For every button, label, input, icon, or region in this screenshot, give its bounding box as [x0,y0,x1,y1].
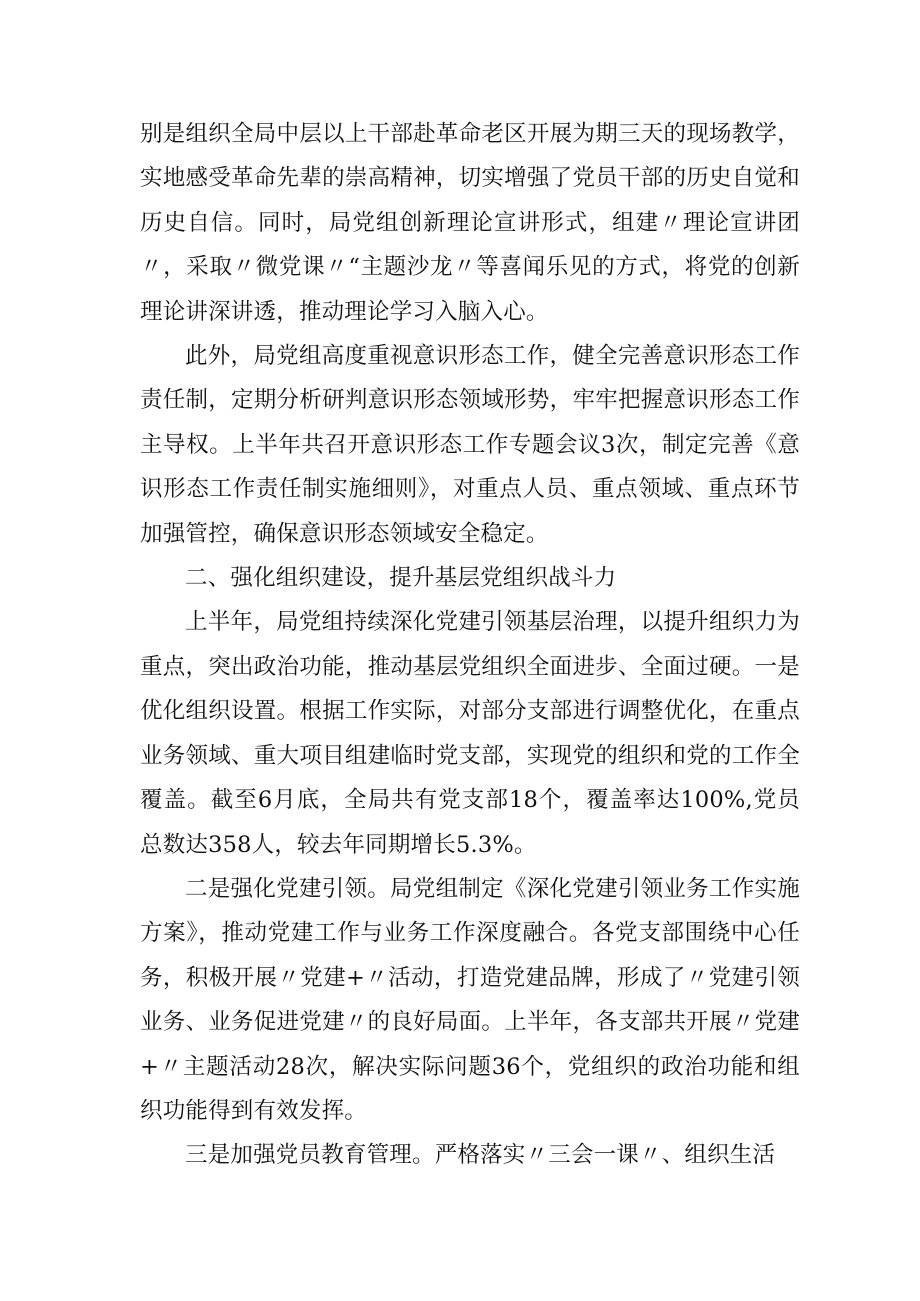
paragraph-organization-setup: 上半年，局党组持续深化党建引领基层治理，以提升组织力为重点，突出政治功能，推动基层党组织全面进步、全面过硬。一是优化组织设置。根据工作实际，对部分支部进行调整优化，在重点业务领域、重大项目组建临时党支部，实现党的组织和党的工作全覆盖。截至6月底，全局共有党支部18个，覆盖率达100%,党员总数达358人，较去年同期增长5.3%。 [140,609,800,858]
paragraph-party-leadership: 二是强化党建引领。局党组制定《深化党建引领业务工作实施方案》，推动党建工作与业务工作深度融合。各党支部围绕中心任务，积极开展〃党建+〃活动，打造党建品牌，形成了〃党建引领业务、业务促进党建〃的良好局面。上半年，各支部共开展〃党建+〃主题活动28次，解决实际问题36个，党组织的政治功能和组织功能得到有效发挥。 [140,875,800,1124]
paragraph-member-education: 三是加强党员教育管理。严格落实〃三会一课〃、组织生活 [185,1142,776,1169]
paragraph-study-education: 别是组织全局中层以上干部赴革命老区开展为期三天的现场教学，实地感受革命先辈的崇高精神，切实增强了党员干部的历史自觉和历史自信。同时，局党组创新理论宣讲形式，组建〃理论宣讲团〃，采取〃微党课〃“主题沙龙〃等喜闻乐见的方式，将党的创新理论讲深讲透，推动理论学习入脑入心。 [140,121,800,325]
paragraph-ideology-work: 此外，局党组高度重视意识形态工作，健全完善意识形态工作责任制，定期分析研判意识形态领域形势，牢牢把握意识形态工作主导权。上半年共召开意识形态工作专题会议3次，制定完善《意识形态工作责任制实施细则》，对重点人员、重点领域、重点环节加强管控，确保意识形态领域安全稳定。 [140,343,800,547]
document-body [140,112,800,1178]
section-heading-organization: 二、强化组织建设，提升基层党组织战斗力 [185,565,617,592]
